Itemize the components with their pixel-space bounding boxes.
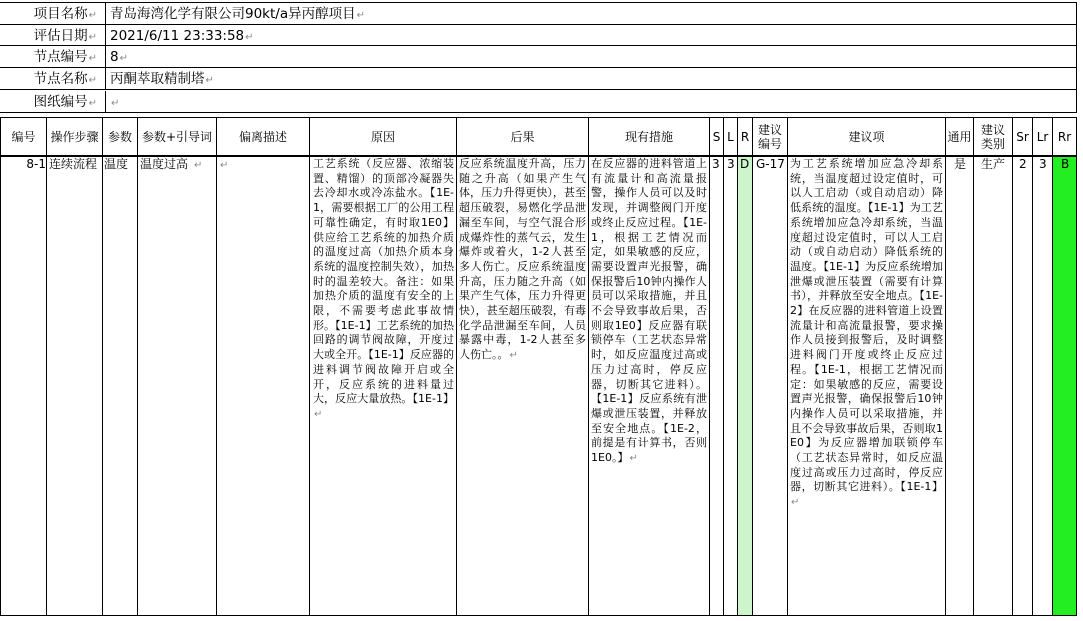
eval-date-label: 评估日期↵	[0, 25, 106, 47]
cell-no: 8-1	[26, 157, 46, 171]
cell-deviation: ↵	[220, 160, 229, 171]
divider	[752, 117, 753, 616]
node-no-label: 节点编号↵	[0, 46, 106, 68]
divider	[0, 117, 1, 616]
divider	[723, 117, 724, 616]
col-header-sugg-type: 建议类别	[980, 123, 1005, 151]
node-no-value: 8↵	[110, 49, 128, 65]
col-header-sr: Sr	[1016, 130, 1029, 144]
divider	[102, 117, 103, 616]
col-header-no: 编号	[11, 130, 36, 144]
divider	[0, 112, 1077, 113]
node-name-row	[0, 68, 1077, 90]
cell-sugg-no: G-17	[756, 157, 785, 171]
cell-measures: 在反应器的进料管道上有流量计和高流量报警，操作人员可以及时发现，并调整阀门开度或终止反应过程。【1E-1，根据工艺情况而定，如果敏感的反应，需要设置声光报警，确保报警后10钟内操作人员可以采取措施，并且不会导致事故后果，否则取1E0】反应器有联锁停车（工艺状态异常时，如反应温度过高或压力过高时，停反应器，切断其它进料）。【1E-1】反应系统有泄爆或泄压装置，并释放至安全地点。【1E-2，前提是有计算书，否则1E0。】↵	[591, 157, 707, 465]
r-cell-fill	[738, 157, 752, 615]
node-no-row	[0, 46, 1077, 68]
col-header-rr: Rr	[1057, 130, 1072, 144]
cell-param-guide: 温度过高 ↵	[140, 157, 203, 171]
col-header-lr: Lr	[1036, 130, 1049, 144]
divider	[973, 117, 974, 616]
divider	[787, 117, 788, 616]
divider	[0, 2, 1077, 3]
divider	[216, 117, 217, 616]
divider	[588, 117, 589, 616]
node-name-value: 丙酮萃取精制塔↵	[110, 71, 214, 87]
project-name-value: 青岛海湾化学有限公司90kt/a异丙醇项目↵	[110, 6, 366, 22]
rr-cell-fill	[1053, 157, 1076, 615]
col-header-measures: 现有措施	[624, 130, 673, 144]
col-header-sugg: 建议项	[848, 130, 885, 144]
cell-param: 温度	[104, 157, 129, 171]
divider	[0, 89, 1077, 90]
divider	[1076, 2, 1077, 113]
col-header-l: L	[727, 130, 734, 144]
cell-s: 3	[712, 157, 720, 171]
divider	[0, 45, 1077, 46]
divider	[137, 117, 138, 616]
drawing-no-row	[0, 91, 1077, 113]
project-name-label: 项目名称↵	[0, 3, 106, 25]
divider	[0, 24, 1077, 25]
drawing-no-label: 图纸编号↵	[0, 91, 106, 113]
cell-common: 是	[954, 157, 967, 171]
col-header-consequence: 后果	[510, 130, 535, 144]
drawing-no-value: ↵	[111, 98, 120, 109]
node-name-label: 节点名称↵	[0, 68, 106, 90]
divider	[0, 615, 1077, 616]
divider	[737, 117, 738, 616]
divider	[1012, 117, 1013, 616]
col-header-sugg-no: 建议编号	[757, 123, 782, 151]
cell-cause: 工艺系统（反应器、浓缩装置、精馏）的顶部冷凝器失去冷却水或冷冻盐水。【1E-1，需要根据工厂的公用工程可靠性确定，有时取1E0】供应给工艺系统的加热介质的温度过高（加热介质本身系统的温度控制失效），加热时的温差较大。备注：如果加热介质的温度有安全的上限，不需要考虑此事故情形。【1E-1】工艺系统的加热回路的调节阀故障，开度过大或全开。【1E-1】反应器的进料调节阀故障开启或全开，反应系统的进料量过大，反应大量放热。【1E-1】↵	[313, 157, 454, 420]
cell-rr: B	[1061, 157, 1070, 171]
cell-lr: 3	[1039, 157, 1047, 171]
project-name-row	[0, 3, 1077, 25]
cell-r: D	[740, 157, 750, 171]
cell-sugg-type: 生产	[981, 157, 1006, 171]
divider	[945, 117, 946, 616]
cell-sr: 2	[1019, 157, 1027, 171]
col-header-deviation: 偏离描述	[238, 130, 287, 144]
cell-sugg: 为工艺系统增加应急冷却系统，当温度超过设定值时，可以人工启动（或自动启动）降低系统的温度。【1E-1】为工艺系统增加应急冷却系统，当温度超过设定值时，可以人工启动（或自动启动）降低系统的温度。【1E-1】为反应系统增加泄爆或泄压装置（需要有计算书），并释放至安全地点。【1E-2】在反应器的进料管道上设置流量计和高流量报警，要求操作人员接到报警后，及时调整进料阀门开度或终止反应过程。【1E-1，根据工艺情况而定：如果敏感的反应，需要设置声光报警，确保报警后10钟内操作人员可以采取措施，并且不会导致事故后果，否则取1E0】为反应器增加联锁停车（工艺状态异常时，如反应温度过高或压力过高时，停反应器，切断其它进料）。【1E-1】↵	[790, 157, 943, 509]
divider	[1032, 117, 1033, 616]
cell-l: 3	[727, 157, 735, 171]
divider	[1052, 117, 1053, 616]
eval-date-row	[0, 25, 1077, 47]
divider	[46, 117, 47, 616]
col-header-cause: 原因	[370, 130, 395, 144]
divider	[0, 67, 1077, 68]
col-header-step: 操作步骤	[50, 130, 99, 144]
cell-consequence: 反应系统温度升高，压力随之升高（如果产生气体，压力升得更快），甚至超压破裂，易燃化学品泄漏至车间，与空气混合形成爆炸性的蒸气云，发生爆炸或着火，1-2人甚至多人伤亡。反应系统温度升高，压力随之升高（如果产生气体，压力升得更快），甚至超压破裂，有毒化学品泄漏至车间，人员暴露中毒，1-2人甚至多人伤亡。。↵	[459, 157, 586, 362]
divider	[456, 117, 457, 616]
col-header-param: 参数	[107, 130, 132, 144]
col-header-common: 通用	[947, 130, 972, 144]
cell-step: 连续流程	[49, 157, 98, 171]
col-header-param-guide: 参数+引导词	[141, 130, 213, 144]
divider	[709, 117, 710, 616]
eval-date-value: 2021/6/11 23:33:58↵	[110, 28, 254, 44]
col-header-s: S	[712, 130, 721, 144]
divider	[1076, 117, 1077, 616]
divider	[309, 117, 310, 616]
col-header-r: R	[740, 130, 750, 144]
